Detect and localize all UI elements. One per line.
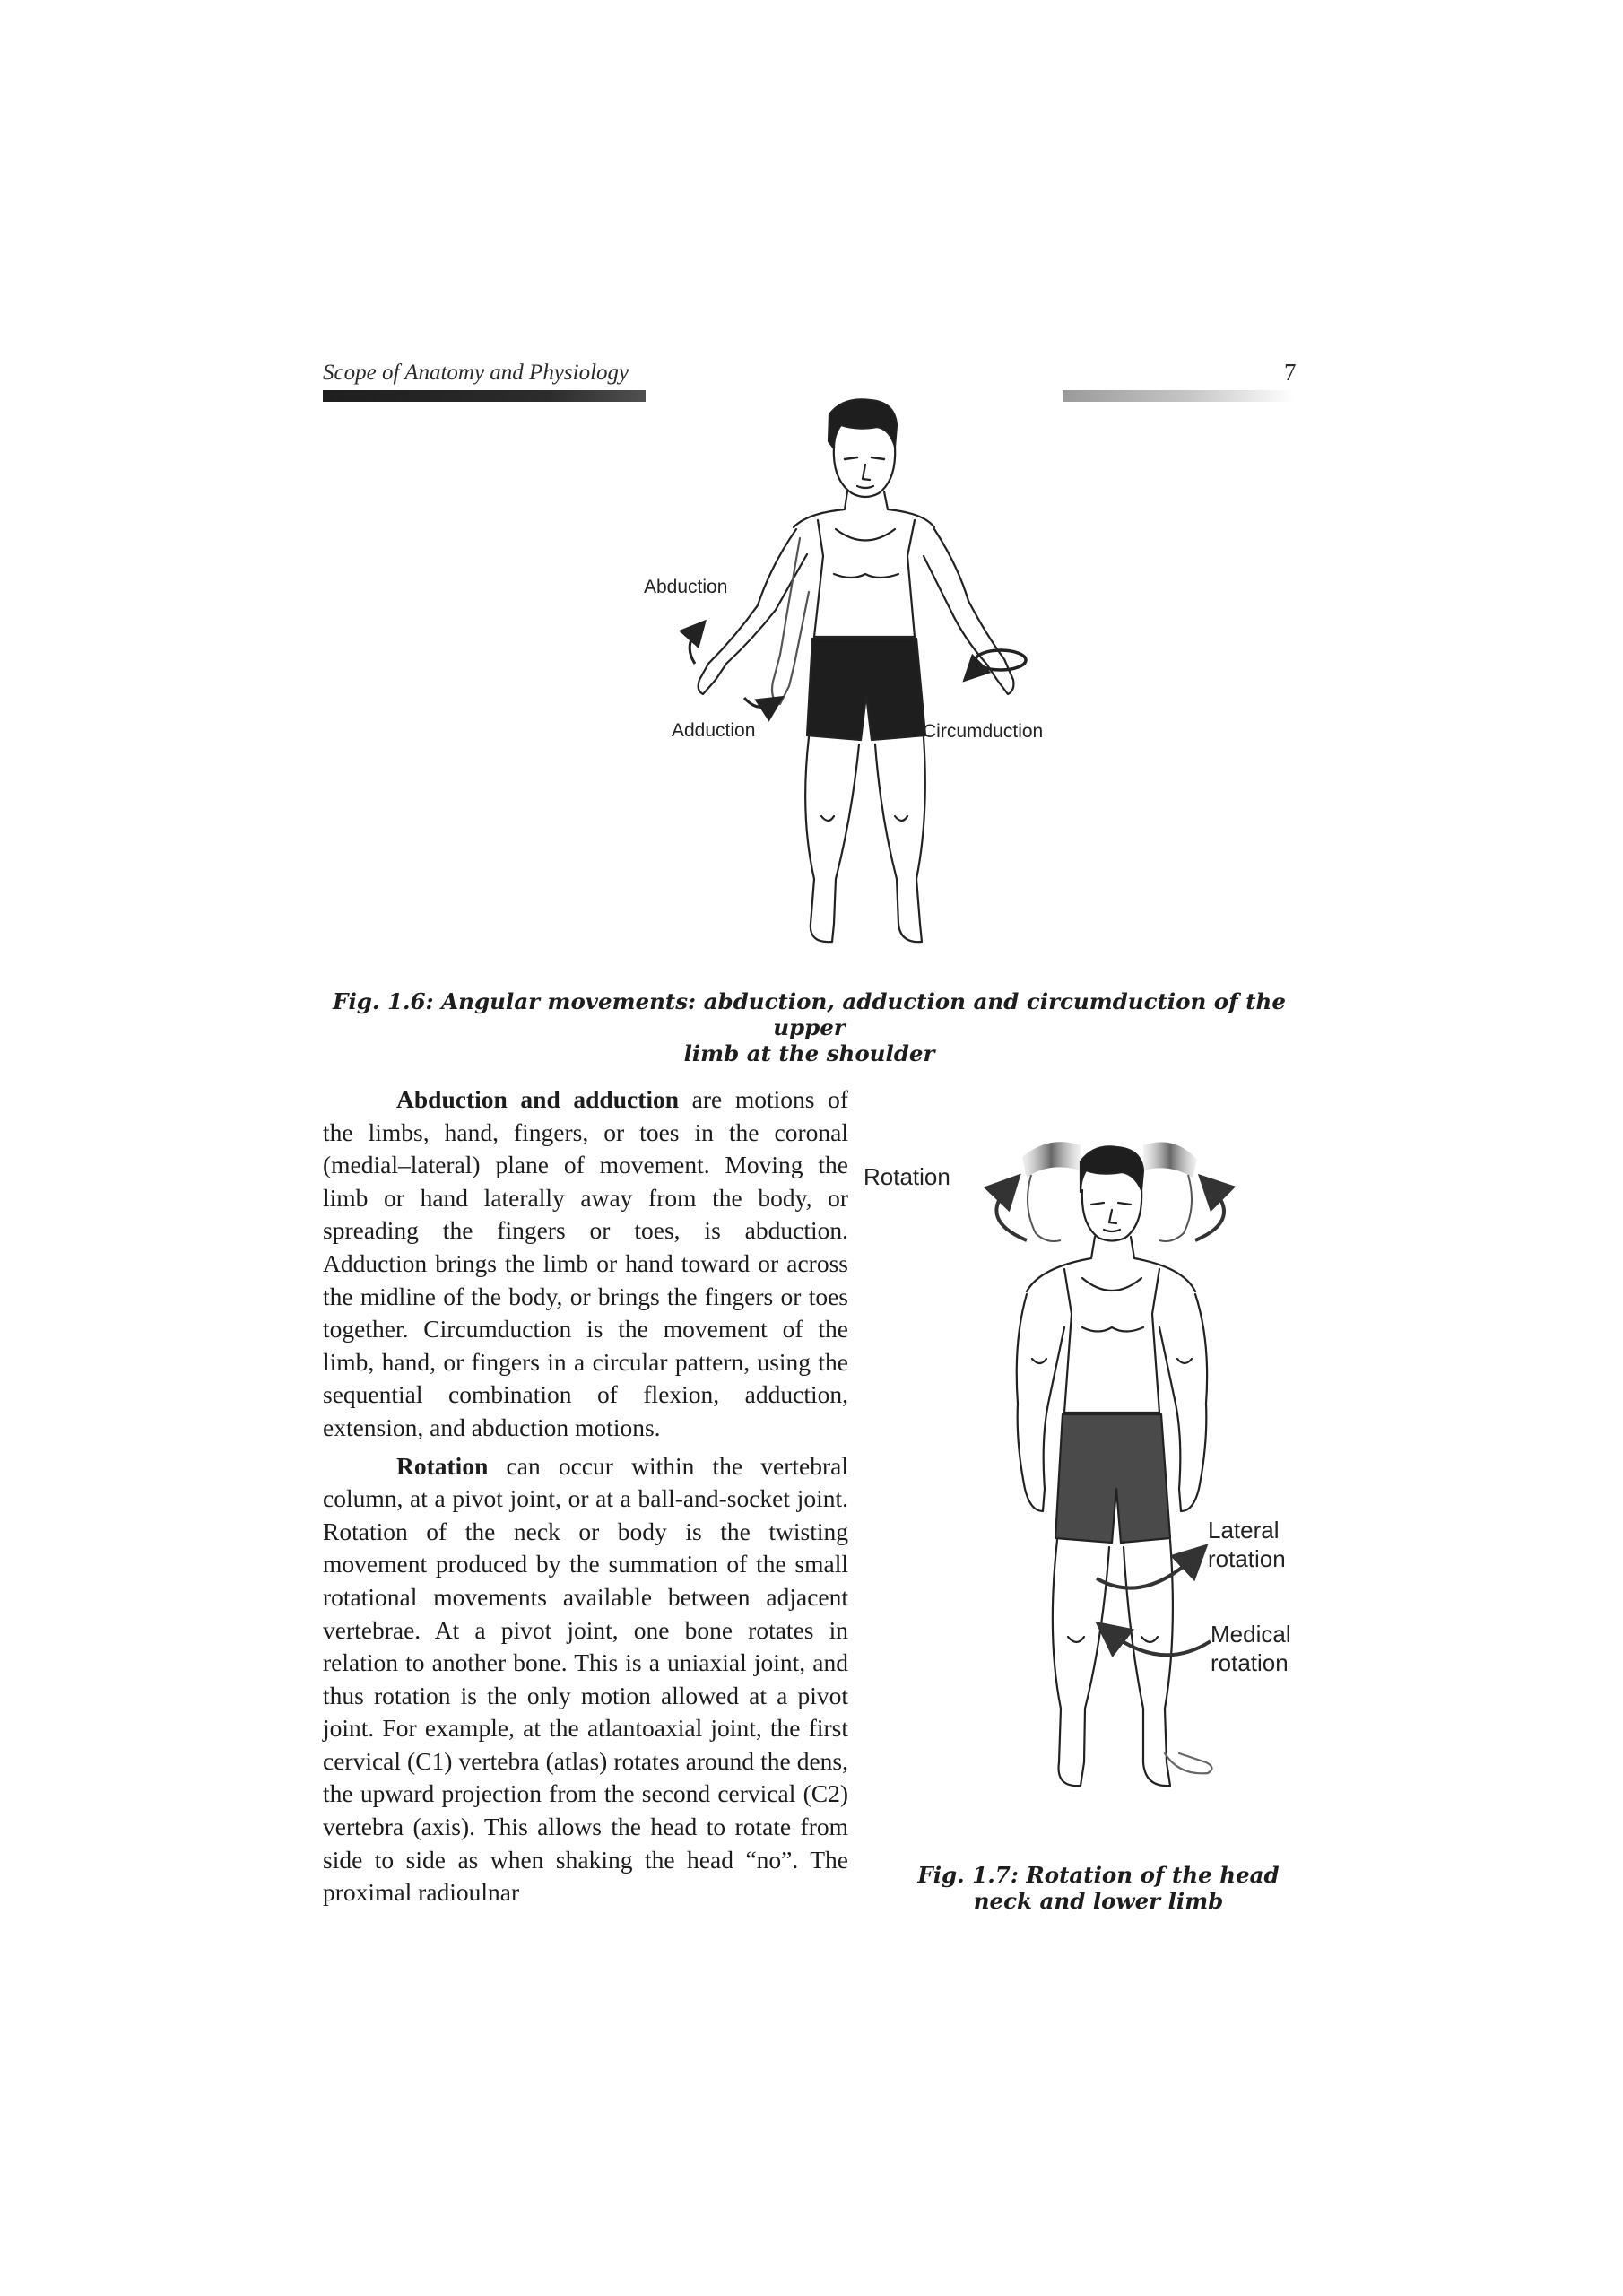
term-abduction-adduction: Abduction and adduction [396,1085,680,1113]
paragraph-1-text: are motions of the limbs, hand, fingers, or toes in the coronal (medial–lateral) plane of movement. Moving the limb or hand laterally away from the body, or spreading the fingers or toes, is abduction. Adduction brings the limb or hand toward or across the midline of the body, or brings the fingers or toes together. Circumduction is the movement of the limb, hand, or fingers in a circular pattern, using the sequential combination of flexion, adduction, extension, and abduction motions. [323,1085,848,1441]
figure-1-7-caption-line1: Fig. 1.7: Rotation of the head [917,1862,1280,1888]
term-rotation: Rotation [396,1451,489,1480]
label-lateral: Lateral [1208,1517,1280,1544]
figure-1-7-illustration [856,1135,1323,1834]
paragraph-abduction-adduction [323,1083,848,1445]
label-abduction: Abduction [644,577,728,597]
label-medical-rotation: rotation [1211,1649,1289,1676]
header-rule-left [323,390,646,402]
running-header-title: Scope of Anatomy and Physiology [323,361,629,385]
header-rule-right [1063,390,1294,402]
label-lateral-rotation: rotation [1208,1545,1286,1572]
paragraph-2-text: can occur within the vertebral column, at a pivot joint, or at a ball-and-socket joint. Rotation of the neck or body is the twisting movement produced by the summation of the small rotational movements available between adjacent vertebrae. At a pivot joint, one bone rotates in relation to another bone. This is a uniaxial joint, and thus rotation is the only motion allowed at a pivot joint. For example, at the atlantoaxial joint, the first cervical (C1) vertebra (atlas) rotates around the dens, the upward projection from the second cervical (C2) vertebra (axis). This allows the head to rotate from side to side as when shaking the head “no”. The proximal radioulnar [323,1451,848,1907]
figure-1-7-caption [906,1862,1291,1914]
figure-1-6-illustration [610,395,1076,951]
figure-1-6-caption-line2: limb at the shoulder [683,1040,935,1066]
label-medical: Medical [1211,1621,1291,1648]
figure-1-7-caption-line2: neck and lower limb [973,1888,1224,1914]
figure-1-6-caption [323,988,1296,1066]
label-circumduction: Circumduction [923,721,1044,742]
page-number: 7 [1284,359,1297,386]
label-adduction: Adduction [672,720,756,741]
figure-rotation [856,1135,1323,1834]
figure-angular-movements [610,395,1076,951]
paragraph-rotation [323,1450,848,1909]
body-text [323,1083,848,1915]
figure-1-6-caption-line1: Fig. 1.6: Angular movements: abduction, adduction and circumduction of the upper [333,988,1286,1040]
label-rotation: Rotation [864,1163,950,1190]
